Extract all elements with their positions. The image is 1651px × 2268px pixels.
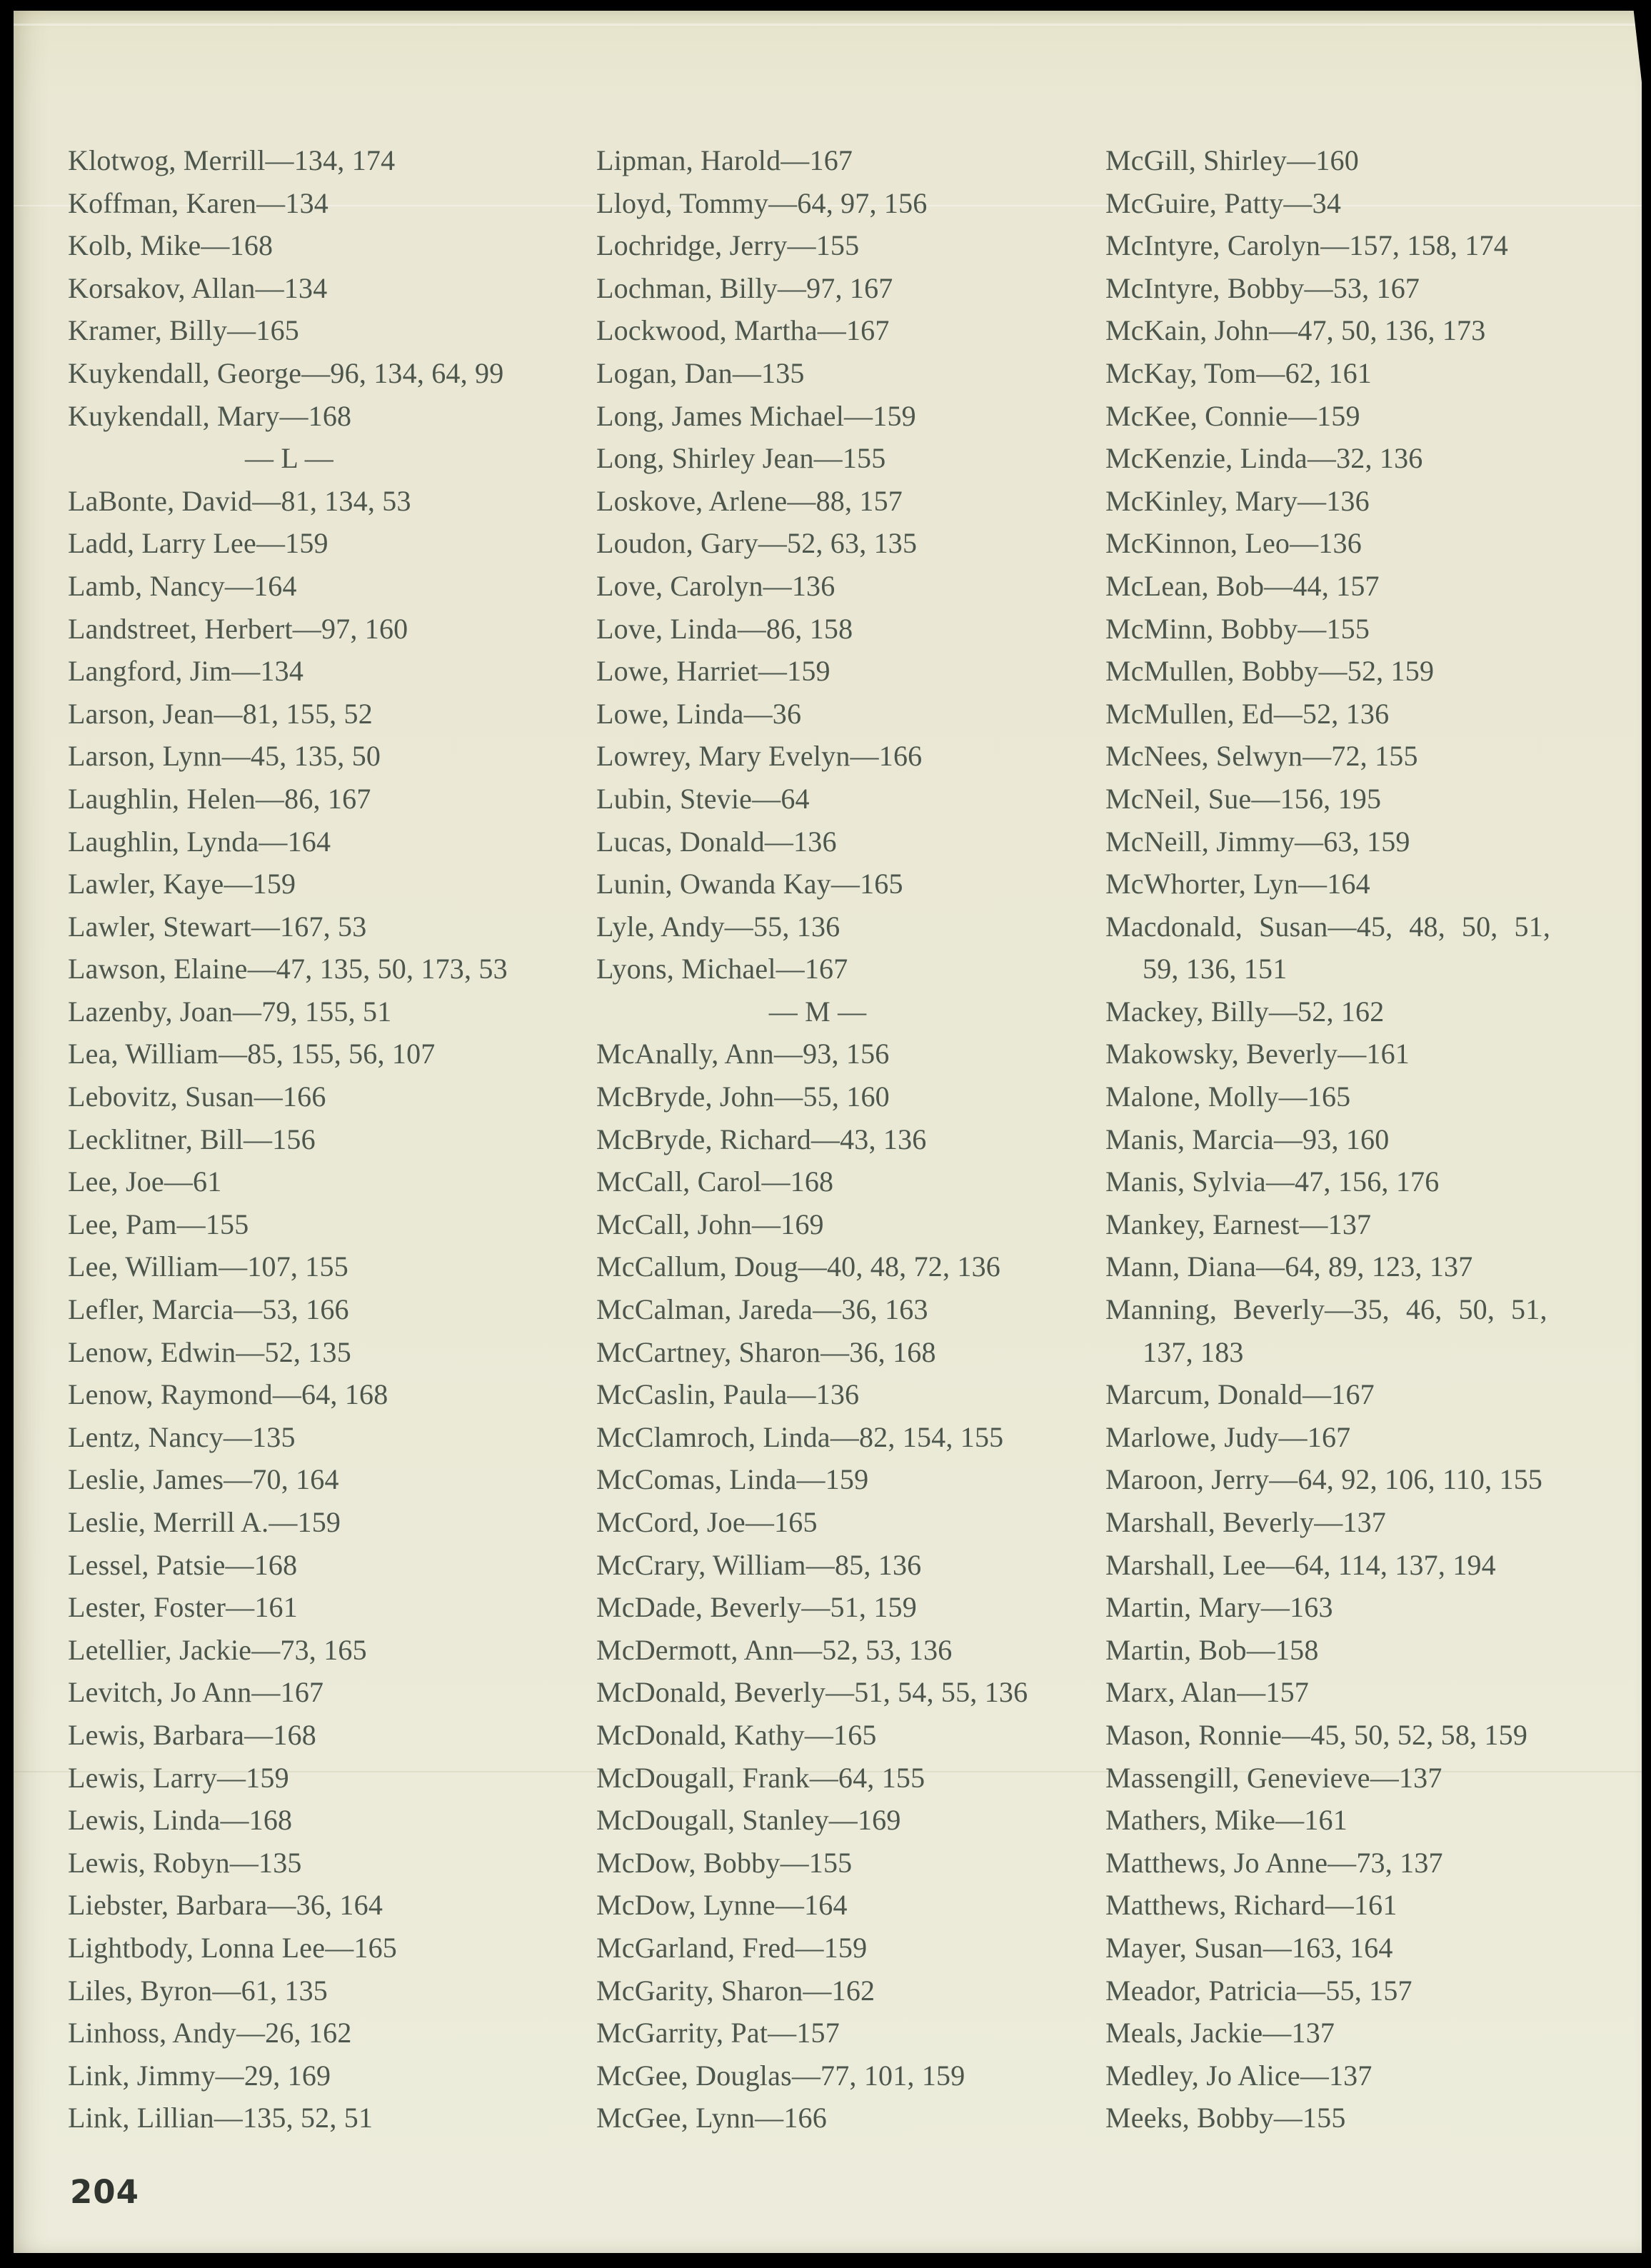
index-entry: Marcum, Donald—167 [1105,1378,1375,1411]
index-entry: Lamb, Nancy—164 [68,569,297,602]
index-entry: Korsakov, Allan—134 [68,271,328,304]
index-entry: McGee, Douglas—77, 101, 159 [596,2059,965,2092]
index-entry: McCallum, Doug—40, 48, 72, 136 [596,1250,1000,1283]
index-entry: McMinn, Bobby—155 [1105,612,1370,645]
index-entry: Ladd, Larry Lee—159 [68,527,328,560]
index-entry: McComas, Linda—159 [596,1463,869,1496]
index-entry: McLean, Bob—44, 157 [1105,569,1380,602]
index-entry: Lawler, Stewart—167, 53 [68,910,367,943]
index-entry: Lewis, Robyn—135 [68,1846,302,1879]
index-entry: Lochridge, Jerry—155 [596,229,860,262]
index-entry: Love, Carolyn—136 [596,569,835,602]
index-entry: Lawler, Kaye—159 [68,868,296,900]
index-entry: McBryde, John—55, 160 [596,1080,890,1113]
index-entry: McKee, Connie—159 [1105,399,1360,432]
index-entry: Lowe, Harriet—159 [596,655,830,688]
page-number: 204 [70,2173,139,2211]
section-header: — L — [245,442,333,475]
index-entry: Marshall, Lee—64, 114, 137, 194 [1105,1548,1496,1581]
index-entry: McCall, Carol—168 [596,1165,834,1198]
index-column-l-mc [596,139,1103,2139]
index-entry: McIntyre, Carolyn—157, 158, 174 [1105,229,1508,262]
index-entry: Liles, Byron—61, 135 [68,1974,328,2007]
index-entry: Kolb, Mike—168 [68,229,274,262]
index-entry: Lester, Foster—161 [68,1591,298,1624]
index-entry: Meals, Jackie—137 [1105,2017,1335,2049]
index-entry: McDonald, Beverly—51, 54, 55, 136 [596,1676,1028,1709]
index-entry: McNeill, Jimmy—63, 159 [1105,825,1410,858]
index-entry: Matthews, Jo Anne—73, 137 [1105,1846,1443,1879]
index-entry: Lowe, Linda—36 [596,697,802,730]
index-entry: McIntyre, Bobby—53, 167 [1105,271,1420,304]
index-entry: Lenow, Edwin—52, 135 [68,1335,351,1368]
index-entry-continuation: 137, 183 [1143,1335,1244,1368]
index-entry: Lea, William—85, 155, 56, 107 [68,1038,436,1070]
index-entry: Laughlin, Lynda—164 [68,825,331,858]
index-entry: Lecklitner, Bill—156 [68,1123,316,1155]
index-entry: Manis, Sylvia—47, 156, 176 [1105,1165,1440,1198]
index-entry: Macdonald, Susan—45, 48, 50, 51, [1105,910,1551,943]
index-entry: Laughlin, Helen—86, 167 [68,782,371,815]
index-entry: Lowrey, Mary Evelyn—166 [596,740,923,773]
index-column-mc-me [1105,139,1612,2139]
index-entry: Lyle, Andy—55, 136 [596,910,840,943]
index-entry: Meeks, Bobby—155 [1105,2102,1346,2134]
index-entry: Lewis, Larry—159 [68,1761,289,1794]
index-entry: McCalman, Jareda—36, 163 [596,1293,928,1326]
index-entry: Lee, Joe—61 [68,1165,222,1198]
index-entry: Malone, Molly—165 [1105,1080,1351,1113]
index-entry: Martin, Bob—158 [1105,1633,1319,1666]
scan-artifact-line [14,24,1642,26]
index-entry: Long, Shirley Jean—155 [596,442,886,475]
index-entry: Lewis, Barbara—168 [68,1718,316,1751]
index-entry: Linhoss, Andy—26, 162 [68,2017,352,2049]
index-entry: McKinnon, Leo—136 [1105,527,1362,560]
index-entry: Maroon, Jerry—64, 92, 106, 110, 155 [1105,1463,1543,1496]
index-entry: McDermott, Ann—52, 53, 136 [596,1633,953,1666]
index-entry: Massengill, Genevieve—137 [1105,1761,1442,1794]
index-entry: McNees, Selwyn—72, 155 [1105,740,1418,773]
index-entry: Lipman, Harold—167 [596,144,853,176]
index-entry: McAnally, Ann—93, 156 [596,1038,890,1070]
index-entry: Lawson, Elaine—47, 135, 50, 173, 53 [68,953,508,985]
index-entry: Long, James Michael—159 [596,399,916,432]
index-entry: Lessel, Patsie—168 [68,1548,298,1581]
index-entry: McDade, Beverly—51, 159 [596,1591,917,1624]
index-entry: McKenzie, Linda—32, 136 [1105,442,1423,475]
index-entry: Kramer, Billy—165 [68,314,299,347]
index-entry: McCall, John—169 [596,1208,824,1240]
index-entry: Lenow, Raymond—64, 168 [68,1378,388,1411]
index-entry: Meador, Patricia—55, 157 [1105,1974,1412,2007]
index-entry: Kuykendall, Mary—168 [68,399,352,432]
index-entry-continuation: 59, 136, 151 [1143,953,1288,985]
index-entry: Lewis, Linda—168 [68,1804,293,1837]
index-entry: McDow, Bobby—155 [596,1846,853,1879]
index-entry: Marlowe, Judy—167 [1105,1420,1351,1453]
index-entry: Kuykendall, George—96, 134, 64, 99 [68,356,504,389]
index-entry: Matthews, Richard—161 [1105,1889,1397,1922]
index-entry: Letellier, Jackie—73, 165 [68,1633,367,1666]
index-entry: McNeil, Sue—156, 195 [1105,782,1382,815]
index-entry: Lazenby, Joan—79, 155, 51 [68,995,392,1028]
index-entry: Love, Linda—86, 158 [596,612,853,645]
index-entry: Mackey, Billy—52, 162 [1105,995,1385,1028]
index-entry: McMullen, Ed—52, 136 [1105,697,1390,730]
index-entry: Larson, Lynn—45, 135, 50 [68,740,381,773]
index-entry: Lightbody, Lonna Lee—165 [68,1931,397,1964]
index-entry: McGee, Lynn—166 [596,2102,827,2134]
index-entry: Lyons, Michael—167 [596,953,848,985]
index-entry: Martin, Mary—163 [1105,1591,1333,1624]
index-entry: Mason, Ronnie—45, 50, 52, 58, 159 [1105,1718,1528,1751]
index-entry: McGarrity, Pat—157 [596,2017,840,2049]
index-column-k-l [68,139,575,2139]
index-entry: McCord, Joe—165 [596,1506,818,1538]
index-entry: Mankey, Earnest—137 [1105,1208,1372,1240]
index-entry: Lubin, Stevie—64 [596,782,810,815]
index-entry: McKay, Tom—62, 161 [1105,356,1372,389]
index-entry: McGill, Shirley—160 [1105,144,1359,176]
index-entry: McKinley, Mary—136 [1105,484,1370,517]
index-entry: McCrary, William—85, 136 [596,1548,922,1581]
index-entry: McGarity, Sharon—162 [596,1974,875,2007]
index-entry: Lucas, Donald—136 [596,825,837,858]
index-entry: Klotwog, Merrill—134, 174 [68,144,396,176]
index-entry: Lloyd, Tommy—64, 97, 156 [596,186,928,219]
index-entry: Levitch, Jo Ann—167 [68,1676,324,1709]
index-entry: Loudon, Gary—52, 63, 135 [596,527,918,560]
section-header: — M — [768,995,867,1028]
index-entry: Leslie, James—70, 164 [68,1463,339,1496]
index-entry: Lunin, Owanda Kay—165 [596,868,903,900]
index-entry: Lochman, Billy—97, 167 [596,271,893,304]
index-entry: McGarland, Fred—159 [596,1931,868,1964]
index-entry: Logan, Dan—135 [596,356,805,389]
index-entry: LaBonte, David—81, 134, 53 [68,484,411,517]
index-entry: Leslie, Merrill A.—159 [68,1506,341,1538]
index-entry: McWhorter, Lyn—164 [1105,868,1370,900]
index-entry: Landstreet, Herbert—97, 160 [68,612,408,645]
index-entry: McBryde, Richard—43, 136 [596,1123,927,1155]
page [14,11,1642,2253]
index-entry: Lockwood, Martha—167 [596,314,890,347]
index-entry: Larson, Jean—81, 155, 52 [68,697,373,730]
index-entry: Lefler, Marcia—53, 166 [68,1293,349,1326]
index-entry: Lee, Pam—155 [68,1208,249,1240]
index-entry: Loskove, Arlene—88, 157 [596,484,903,517]
index-entry: McDonald, Kathy—165 [596,1718,877,1751]
index-entry: Lee, William—107, 155 [68,1250,348,1283]
index-entry: Lentz, Nancy—135 [68,1420,296,1453]
index-entry: Manis, Marcia—93, 160 [1105,1123,1390,1155]
index-entry: Link, Lillian—135, 52, 51 [68,2102,373,2134]
index-entry: Mayer, Susan—163, 164 [1105,1931,1393,1964]
index-entry: Liebster, Barbara—36, 164 [68,1889,383,1922]
index-entry: McDow, Lynne—164 [596,1889,848,1922]
index-entry: Manning, Beverly—35, 46, 50, 51, [1105,1293,1547,1326]
index-entry: McGuire, Patty—34 [1105,186,1342,219]
index-entry: McCartney, Sharon—36, 168 [596,1335,936,1368]
index-entry: McDougall, Frank—64, 155 [596,1761,925,1794]
index-entry: Mathers, Mike—161 [1105,1804,1348,1837]
index-entry: Langford, Jim—134 [68,655,304,688]
index-entry: Mann, Diana—64, 89, 123, 137 [1105,1250,1473,1283]
index-entry: Medley, Jo Alice—137 [1105,2059,1373,2092]
index-entry: Marx, Alan—157 [1105,1676,1309,1709]
index-entry: Lebovitz, Susan—166 [68,1080,326,1113]
index-entry: McClamroch, Linda—82, 154, 155 [596,1420,1004,1453]
index-entry: Marshall, Beverly—137 [1105,1506,1387,1538]
index-entry: McCaslin, Paula—136 [596,1378,860,1411]
index-entry: Makowsky, Beverly—161 [1105,1038,1410,1070]
index-entry: Link, Jimmy—29, 169 [68,2059,331,2092]
index-entry: McKain, John—47, 50, 136, 173 [1105,314,1486,347]
index-entry: McMullen, Bobby—52, 159 [1105,655,1435,688]
index-entry: Koffman, Karen—134 [68,186,328,219]
index-entry: McDougall, Stanley—169 [596,1804,901,1837]
